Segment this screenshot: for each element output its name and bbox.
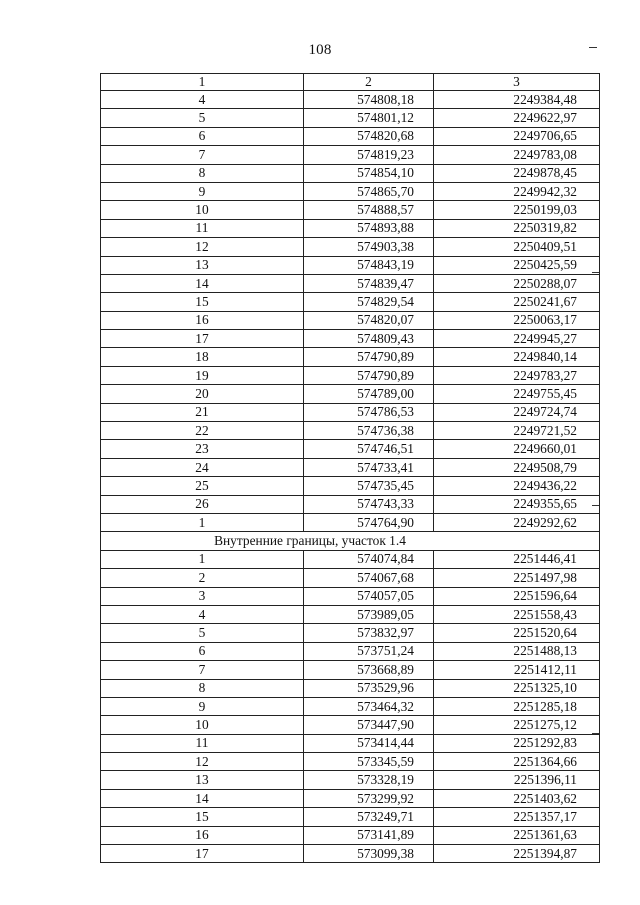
y-coordinate-cell: 2251364,66: [434, 753, 600, 771]
table-row: [101, 734, 600, 752]
x-coordinate-cell: 574735,45: [304, 477, 434, 495]
y-coordinate-cell: 2251412,11: [434, 661, 600, 679]
table-row: [101, 495, 600, 513]
column-header-x: 2: [304, 74, 434, 91]
x-coordinate-cell: 573345,59: [304, 753, 434, 771]
x-coordinate-cell: 573299,92: [304, 789, 434, 807]
y-coordinate-cell: 2251488,13: [434, 642, 600, 660]
x-coordinate-cell: 574865,70: [304, 182, 434, 200]
point-number-cell: 1: [101, 513, 304, 531]
point-number-cell: 13: [101, 256, 304, 274]
y-coordinate-cell: 2251361,63: [434, 826, 600, 844]
point-number-cell: 19: [101, 366, 304, 384]
point-number-cell: 14: [101, 789, 304, 807]
table-row: [101, 311, 600, 329]
table-row: [101, 550, 600, 568]
y-coordinate-cell: 2251446,41: [434, 550, 600, 568]
point-number-cell: 13: [101, 771, 304, 789]
point-number-cell: 8: [101, 164, 304, 182]
table-row: [101, 477, 600, 495]
y-coordinate-cell: 2249355,65: [434, 495, 600, 513]
table-row: [101, 293, 600, 311]
y-coordinate-cell: 2249945,27: [434, 330, 600, 348]
table-row: [101, 826, 600, 844]
x-coordinate-cell: 573414,44: [304, 734, 434, 752]
y-coordinate-cell: 2249660,01: [434, 440, 600, 458]
point-number-cell: 23: [101, 440, 304, 458]
table-row: [101, 366, 600, 384]
table-header-row: [101, 74, 600, 91]
point-number-cell: 14: [101, 274, 304, 292]
table-row: [101, 403, 600, 421]
table-row: [101, 91, 600, 109]
x-coordinate-cell: 573529,96: [304, 679, 434, 697]
point-number-cell: 15: [101, 808, 304, 826]
x-coordinate-cell: 574819,23: [304, 146, 434, 164]
y-coordinate-cell: 2251357,17: [434, 808, 600, 826]
coordinates-table: [100, 73, 600, 863]
table-row: [101, 127, 600, 145]
table-row: [101, 808, 600, 826]
table-row: [101, 440, 600, 458]
table-row: [101, 146, 600, 164]
x-coordinate-cell: 574893,88: [304, 219, 434, 237]
point-number-cell: 3: [101, 587, 304, 605]
x-coordinate-cell: 573447,90: [304, 716, 434, 734]
y-coordinate-cell: 2250425,59: [434, 256, 600, 274]
table-row: [101, 771, 600, 789]
table-row: [101, 679, 600, 697]
point-number-cell: 9: [101, 697, 304, 715]
x-coordinate-cell: 574843,19: [304, 256, 434, 274]
x-coordinate-cell: 574888,57: [304, 201, 434, 219]
x-coordinate-cell: 574820,07: [304, 311, 434, 329]
point-number-cell: 20: [101, 385, 304, 403]
table-row: [101, 624, 600, 642]
x-coordinate-cell: 574067,68: [304, 569, 434, 587]
point-number-cell: 6: [101, 127, 304, 145]
y-coordinate-cell: 2249622,97: [434, 109, 600, 127]
x-coordinate-cell: 574733,41: [304, 458, 434, 476]
column-header-point: 1: [101, 74, 304, 91]
y-coordinate-cell: 2251596,64: [434, 587, 600, 605]
point-number-cell: 8: [101, 679, 304, 697]
x-coordinate-cell: 574839,47: [304, 274, 434, 292]
coordinates-table-body: [101, 74, 600, 863]
column-header-y: 3: [434, 74, 600, 91]
point-number-cell: 11: [101, 734, 304, 752]
y-coordinate-cell: 2250319,82: [434, 219, 600, 237]
point-number-cell: 15: [101, 293, 304, 311]
x-coordinate-cell: 574057,05: [304, 587, 434, 605]
y-coordinate-cell: 2249508,79: [434, 458, 600, 476]
y-coordinate-cell: 2249436,22: [434, 477, 600, 495]
point-number-cell: 22: [101, 422, 304, 440]
point-number-cell: 2: [101, 569, 304, 587]
x-coordinate-cell: 574808,18: [304, 91, 434, 109]
y-coordinate-cell: 2249724,74: [434, 403, 600, 421]
table-row: [101, 182, 600, 200]
table-row: [101, 330, 600, 348]
y-coordinate-cell: 2249706,65: [434, 127, 600, 145]
y-coordinate-cell: 2250409,51: [434, 238, 600, 256]
y-coordinate-cell: 2249721,52: [434, 422, 600, 440]
y-coordinate-cell: 2250063,17: [434, 311, 600, 329]
point-number-cell: 16: [101, 311, 304, 329]
y-coordinate-cell: 2251403,62: [434, 789, 600, 807]
table-row: [101, 274, 600, 292]
table-row: [101, 789, 600, 807]
table-row: [101, 697, 600, 715]
y-coordinate-cell: 2249755,45: [434, 385, 600, 403]
y-coordinate-cell: 2251292,83: [434, 734, 600, 752]
point-number-cell: 16: [101, 826, 304, 844]
table-row: [101, 661, 600, 679]
table-row: [101, 238, 600, 256]
table-row: [101, 587, 600, 605]
point-number-cell: 6: [101, 642, 304, 660]
scan-mark: [589, 47, 597, 48]
table-row: [101, 716, 600, 734]
y-coordinate-cell: 2250199,03: [434, 201, 600, 219]
point-number-cell: 18: [101, 348, 304, 366]
y-coordinate-cell: 2251285,18: [434, 697, 600, 715]
y-coordinate-cell: 2251394,87: [434, 845, 600, 863]
table-row: [101, 605, 600, 623]
point-number-cell: 7: [101, 146, 304, 164]
point-number-cell: 12: [101, 753, 304, 771]
x-coordinate-cell: 574820,68: [304, 127, 434, 145]
y-coordinate-cell: 2249878,45: [434, 164, 600, 182]
x-coordinate-cell: 574789,00: [304, 385, 434, 403]
x-coordinate-cell: 574903,38: [304, 238, 434, 256]
y-coordinate-cell: 2249783,27: [434, 366, 600, 384]
x-coordinate-cell: 573464,32: [304, 697, 434, 715]
point-number-cell: 4: [101, 91, 304, 109]
section-title: Внутренние границы, участок 1.4: [101, 532, 600, 550]
point-number-cell: 10: [101, 716, 304, 734]
table-row: [101, 845, 600, 863]
y-coordinate-cell: 2251520,64: [434, 624, 600, 642]
x-coordinate-cell: 574074,84: [304, 550, 434, 568]
table-row: [101, 642, 600, 660]
point-number-cell: 10: [101, 201, 304, 219]
x-coordinate-cell: 574854,10: [304, 164, 434, 182]
y-coordinate-cell: 2249384,48: [434, 91, 600, 109]
point-number-cell: 1: [101, 550, 304, 568]
y-coordinate-cell: 2251325,10: [434, 679, 600, 697]
x-coordinate-cell: 574736,38: [304, 422, 434, 440]
y-coordinate-cell: 2249942,32: [434, 182, 600, 200]
page-number: 108: [308, 42, 332, 58]
table-row: [101, 256, 600, 274]
y-coordinate-cell: 2250288,07: [434, 274, 600, 292]
x-coordinate-cell: 574764,90: [304, 513, 434, 531]
y-coordinate-cell: 2250241,67: [434, 293, 600, 311]
point-number-cell: 21: [101, 403, 304, 421]
x-coordinate-cell: 573989,05: [304, 605, 434, 623]
y-coordinate-cell: 2251396,11: [434, 771, 600, 789]
y-coordinate-cell: 2249783,08: [434, 146, 600, 164]
point-number-cell: 11: [101, 219, 304, 237]
point-number-cell: 5: [101, 624, 304, 642]
table-row: [101, 458, 600, 476]
table-row: [101, 109, 600, 127]
point-number-cell: 12: [101, 238, 304, 256]
y-coordinate-cell: 2251497,98: [434, 569, 600, 587]
x-coordinate-cell: 574790,89: [304, 366, 434, 384]
x-coordinate-cell: 574809,43: [304, 330, 434, 348]
table-row: [101, 348, 600, 366]
y-coordinate-cell: 2251558,43: [434, 605, 600, 623]
table-row: [101, 753, 600, 771]
point-number-cell: 9: [101, 182, 304, 200]
table-row: [101, 201, 600, 219]
table-row: [101, 513, 600, 531]
point-number-cell: 25: [101, 477, 304, 495]
x-coordinate-cell: 573832,97: [304, 624, 434, 642]
x-coordinate-cell: 574746,51: [304, 440, 434, 458]
y-coordinate-cell: 2251275,12: [434, 716, 600, 734]
x-coordinate-cell: 573099,38: [304, 845, 434, 863]
x-coordinate-cell: 573751,24: [304, 642, 434, 660]
x-coordinate-cell: 574801,12: [304, 109, 434, 127]
x-coordinate-cell: 574743,33: [304, 495, 434, 513]
y-coordinate-cell: 2249840,14: [434, 348, 600, 366]
point-number-cell: 17: [101, 330, 304, 348]
table-row: [101, 385, 600, 403]
x-coordinate-cell: 574829,54: [304, 293, 434, 311]
point-number-cell: 5: [101, 109, 304, 127]
x-coordinate-cell: 573328,19: [304, 771, 434, 789]
x-coordinate-cell: 573249,71: [304, 808, 434, 826]
table-row: [101, 569, 600, 587]
y-coordinate-cell: 2249292,62: [434, 513, 600, 531]
table-row: [101, 164, 600, 182]
x-coordinate-cell: 574790,89: [304, 348, 434, 366]
point-number-cell: 17: [101, 845, 304, 863]
point-number-cell: 26: [101, 495, 304, 513]
table-row: [101, 422, 600, 440]
section-row: [101, 532, 600, 550]
point-number-cell: 7: [101, 661, 304, 679]
table-row: [101, 219, 600, 237]
x-coordinate-cell: 573668,89: [304, 661, 434, 679]
x-coordinate-cell: 574786,53: [304, 403, 434, 421]
point-number-cell: 24: [101, 458, 304, 476]
x-coordinate-cell: 573141,89: [304, 826, 434, 844]
point-number-cell: 4: [101, 605, 304, 623]
